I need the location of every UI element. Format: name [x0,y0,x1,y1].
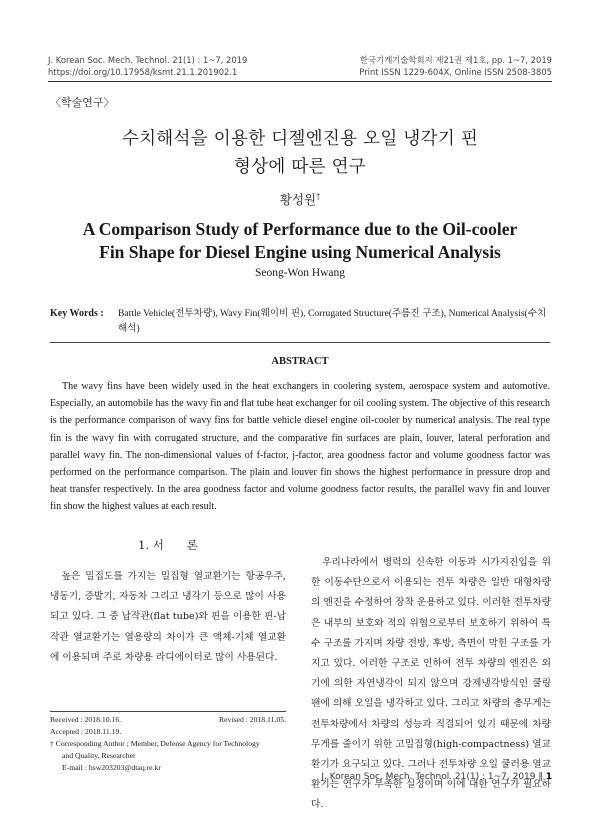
footer-citation: J. Korean Soc. Mech. Technol. 21(1) : 1~7, 2019 ‖ [321,772,543,782]
korean-title-line2: 형상에 따른 연구 [233,157,367,177]
korean-author-name: 황성원 [279,192,317,207]
journal-citation: J. Korean Soc. Mech. Technol. 21(1) : 1~7, 2019 [48,55,248,65]
corresponding-author: † Corresponding Author ; Member, Defense Agency for Technology [50,739,260,748]
english-author: Seong-Won Hwang [254,267,346,279]
page-number: 1 [545,772,552,782]
journal-citation-kr: 한국기계기술학회지 제21권 제1호, pp. 1~7, 2019 [359,55,552,65]
footnote-divider [50,711,286,712]
footnote-block [50,714,286,774]
article-category: 〈학술연구〉 [50,96,115,109]
section-title: 1. 서 론 [138,538,198,552]
english-title-line2: Fin Shape for Diesel Engine using Numerical Analysis [99,242,501,262]
right-column-paragraph: 우리나라에서 병력의 신속한 이동과 시가지진입을 위한 이동수단으로서 이용되는 전투 차량은 일반 대형차량의 엔진을 수정하여 장착 운용하고 있다. 이러한 전투차량은 내부의 보호와 적의 위협으로부터 보호하기 위하여 특수 구조를 가지며 차량 전방, 후방, 측면이 막힌 구조를 가지고 있다. 이러한 구조로 인하여 전투 차량의 엔진은 외기에 의한 자연냉각이 되지 않으며 강제냉각방식인 쿨링팬에 의해 오일을 냉각하고 있다. 그리고 차량의 총무게는 전투차량에서 차량의 성능과 직결되어 있기 때문에 차량무게를 줄이기 위한 고밀집형(high-compactness) 열교환기가 요구되고 있다. 그러나 전투차량 오일 쿨러용 열교환기는 연구가 부족한 실정이며 이에 대한 연구가 필요하다. [311,557,551,811]
author-email[interactable]: E-mail : hsw203203@dtaq.re.kr [62,763,161,772]
abstract-title: ABSTRACT [271,356,329,367]
page-footer [321,772,552,782]
doi-link[interactable]: https://doi.org/10.17958/ksmt.21.1.201902.1 [48,67,238,77]
korean-author [0,190,600,208]
english-title-line1: A Comparison Study of Performance due to the Oil-cooler [82,219,518,239]
received-date: Received : 2018.10.16. [50,715,122,724]
issn: Print ISSN 1229-604X, Online ISSN 2508-3805 [359,67,552,77]
running-header-left [48,54,247,78]
revised-date: Revised : 2018.11.05. [219,715,286,724]
intro-paragraph: 높은 밀집도를 가지는 밀집형 열교환기는 항공우주, 냉동기, 증발기, 자동차 그리고 냉각기 등으로 많이 사용되고 있다. 그 중 납작관(flat tube)와 핀을 이용한 핀-납작관 열교환기는 열용량의 차이가 큰 액체-기체 열교환에 이용되며 주로 차량용 라디에이터로 많이 사용된다. [50,571,286,663]
keywords-block [50,306,550,336]
running-header-right [359,54,552,78]
header-divider [48,81,552,82]
corresponding-affiliation: and Quality, Researcher [62,751,136,760]
korean-title [0,125,600,181]
corresponding-mark: † [316,191,321,201]
english-title [0,218,600,264]
keywords-text: Battle Vehicle(전투차량), Wavy Fin(웨이비 핀), Corrugated Structure(주름진 구조), Numerical Analysis(수치해석) [118,308,547,334]
accepted-date: Accepted : 2018.11.19. [50,727,122,736]
korean-title-line1: 수치해석을 이용한 디젤엔진용 오일 냉각기 핀 [121,129,479,149]
abstract-body: The wavy fins have been widely used in the heat exchangers in coolering system, aerospace system and automotive. Especially, an automobile has the wavy fin and flat tube heat exchanger for oil cooling system. The objective of this research is the performance comparison of wavy fins for battle vehicle diesel engine oil-cooler by numerical analysis. The real type fin is the wavy fin with corrugated structure, and the comparative fin surfaces are plain, louver, lateral perforation and parallel wavy fin. The non-dimensional values of f-factor, j-factor, area goodness factor and volume goodness factor was performed on the performance comparison. The plain and louver fin shows the highest performance in pressure drop and heat transfer respectively. In the area goodness factor and volume goodness factor results, the parallel wavy fin and louver fin show the highest values at each result. [50,381,550,513]
abstract-divider [50,342,550,343]
keywords-label: Key Words : [50,308,104,319]
